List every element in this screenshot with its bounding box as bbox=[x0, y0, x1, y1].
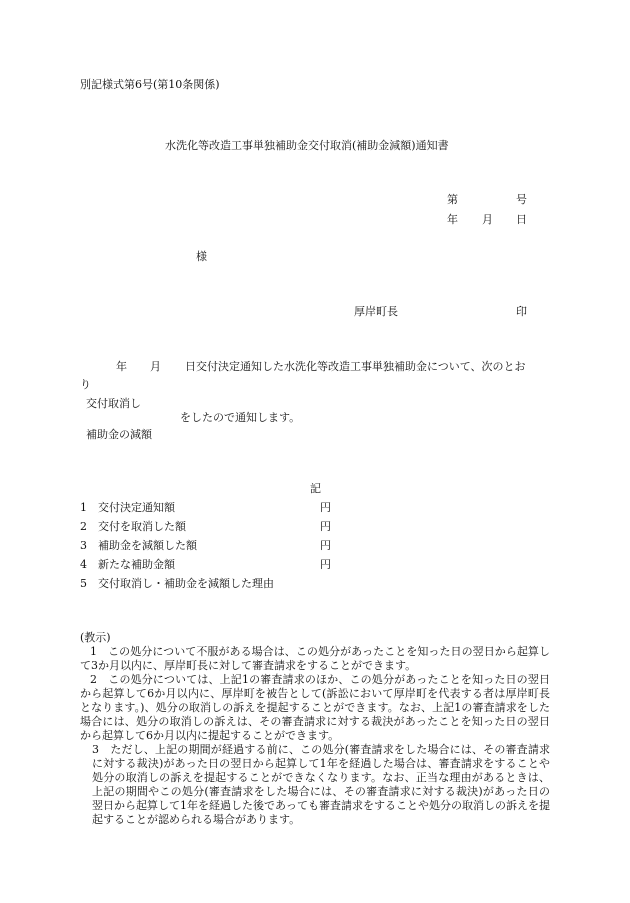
body-text-middle: をしたので通知します。 bbox=[180, 411, 301, 424]
document-title: 水洗化等改造工事単独補助金交付取消(補助金減額)通知書 bbox=[165, 139, 449, 152]
body-text-line2: り bbox=[80, 378, 91, 391]
body-text-line1: 日交付決定通知した水洗化等改造工事単独補助金について、次のとお bbox=[185, 360, 526, 373]
form-label: 別記様式第6号(第10条関係) bbox=[80, 78, 220, 91]
item-number: 2 bbox=[80, 520, 87, 533]
item-number: 4 bbox=[80, 558, 87, 571]
item-unit: 円 bbox=[320, 539, 331, 552]
issuer-name: 厚岸町長 bbox=[354, 305, 398, 318]
item-number: 5 bbox=[80, 577, 87, 590]
item-label: 交付決定通知額 bbox=[98, 501, 175, 514]
option-reduce: 補助金の減額 bbox=[86, 428, 152, 441]
item-number: 3 bbox=[80, 539, 87, 552]
number-dai: 第 bbox=[447, 193, 458, 206]
date-year: 年 bbox=[447, 213, 458, 226]
notice-paragraph-3: 3 ただし、上記の期間が経過する前に、この処分(審査請求をした場合には、その審査請求に対する裁決)があった日の翌日から起算して1年を経過した場合は、審査請求をすることや処分の取消しの訴えを提起することができなくなります。なお、正当な理由があるときは、上記の期間やこの処分(審査請求をした場合には、その審査請求に対する裁決)があった日の翌日から起算して1年を経過した後であっても審査請求をすることや処分の取消しの訴えを提起することが認められる場合があります。 bbox=[92, 743, 550, 826]
seal-mark: 印 bbox=[516, 305, 527, 318]
body-year: 年 bbox=[116, 360, 127, 373]
item-number: 1 bbox=[80, 501, 87, 514]
option-cancel: 交付取消し bbox=[86, 397, 141, 410]
item-label: 新たな補助金額 bbox=[98, 558, 175, 571]
item-label: 交付を取消した額 bbox=[98, 520, 186, 533]
item-label: 交付取消し・補助金を減額した理由 bbox=[98, 577, 274, 590]
item-label: 補助金を減額した額 bbox=[98, 539, 197, 552]
ki-heading: 記 bbox=[310, 482, 321, 495]
item-unit: 円 bbox=[320, 558, 331, 571]
addressee-sama: 様 bbox=[196, 250, 207, 263]
date-day: 日 bbox=[516, 213, 527, 226]
notice-heading: (教示) bbox=[80, 631, 111, 644]
notice-paragraph-1: 1 この処分について不服がある場合は、この処分があったことを知った日の翌日から起算して3か月以内に、厚岸町長に対して審査請求をすることができます。 bbox=[80, 645, 550, 672]
date-month: 月 bbox=[482, 213, 493, 226]
notice-paragraph-2: 2 この処分については、上記1の審査請求のほか、この処分があったことを知った日の翌日から起算して6か月以内に、厚岸町を被告として(訴訟において厚岸町を代表する者は厚岸町長となります。)、処分の取消しの訴えを提起することができます。なお、上記1の審査請求をした場合には、処分の取消しの訴えは、その審査請求に対する裁決があったことを知った日の翌日から起算して6か月以内に提起することができます。 bbox=[80, 673, 550, 742]
item-unit: 円 bbox=[320, 501, 331, 514]
body-month: 月 bbox=[150, 360, 161, 373]
item-unit: 円 bbox=[320, 520, 331, 533]
number-go: 号 bbox=[516, 193, 527, 206]
